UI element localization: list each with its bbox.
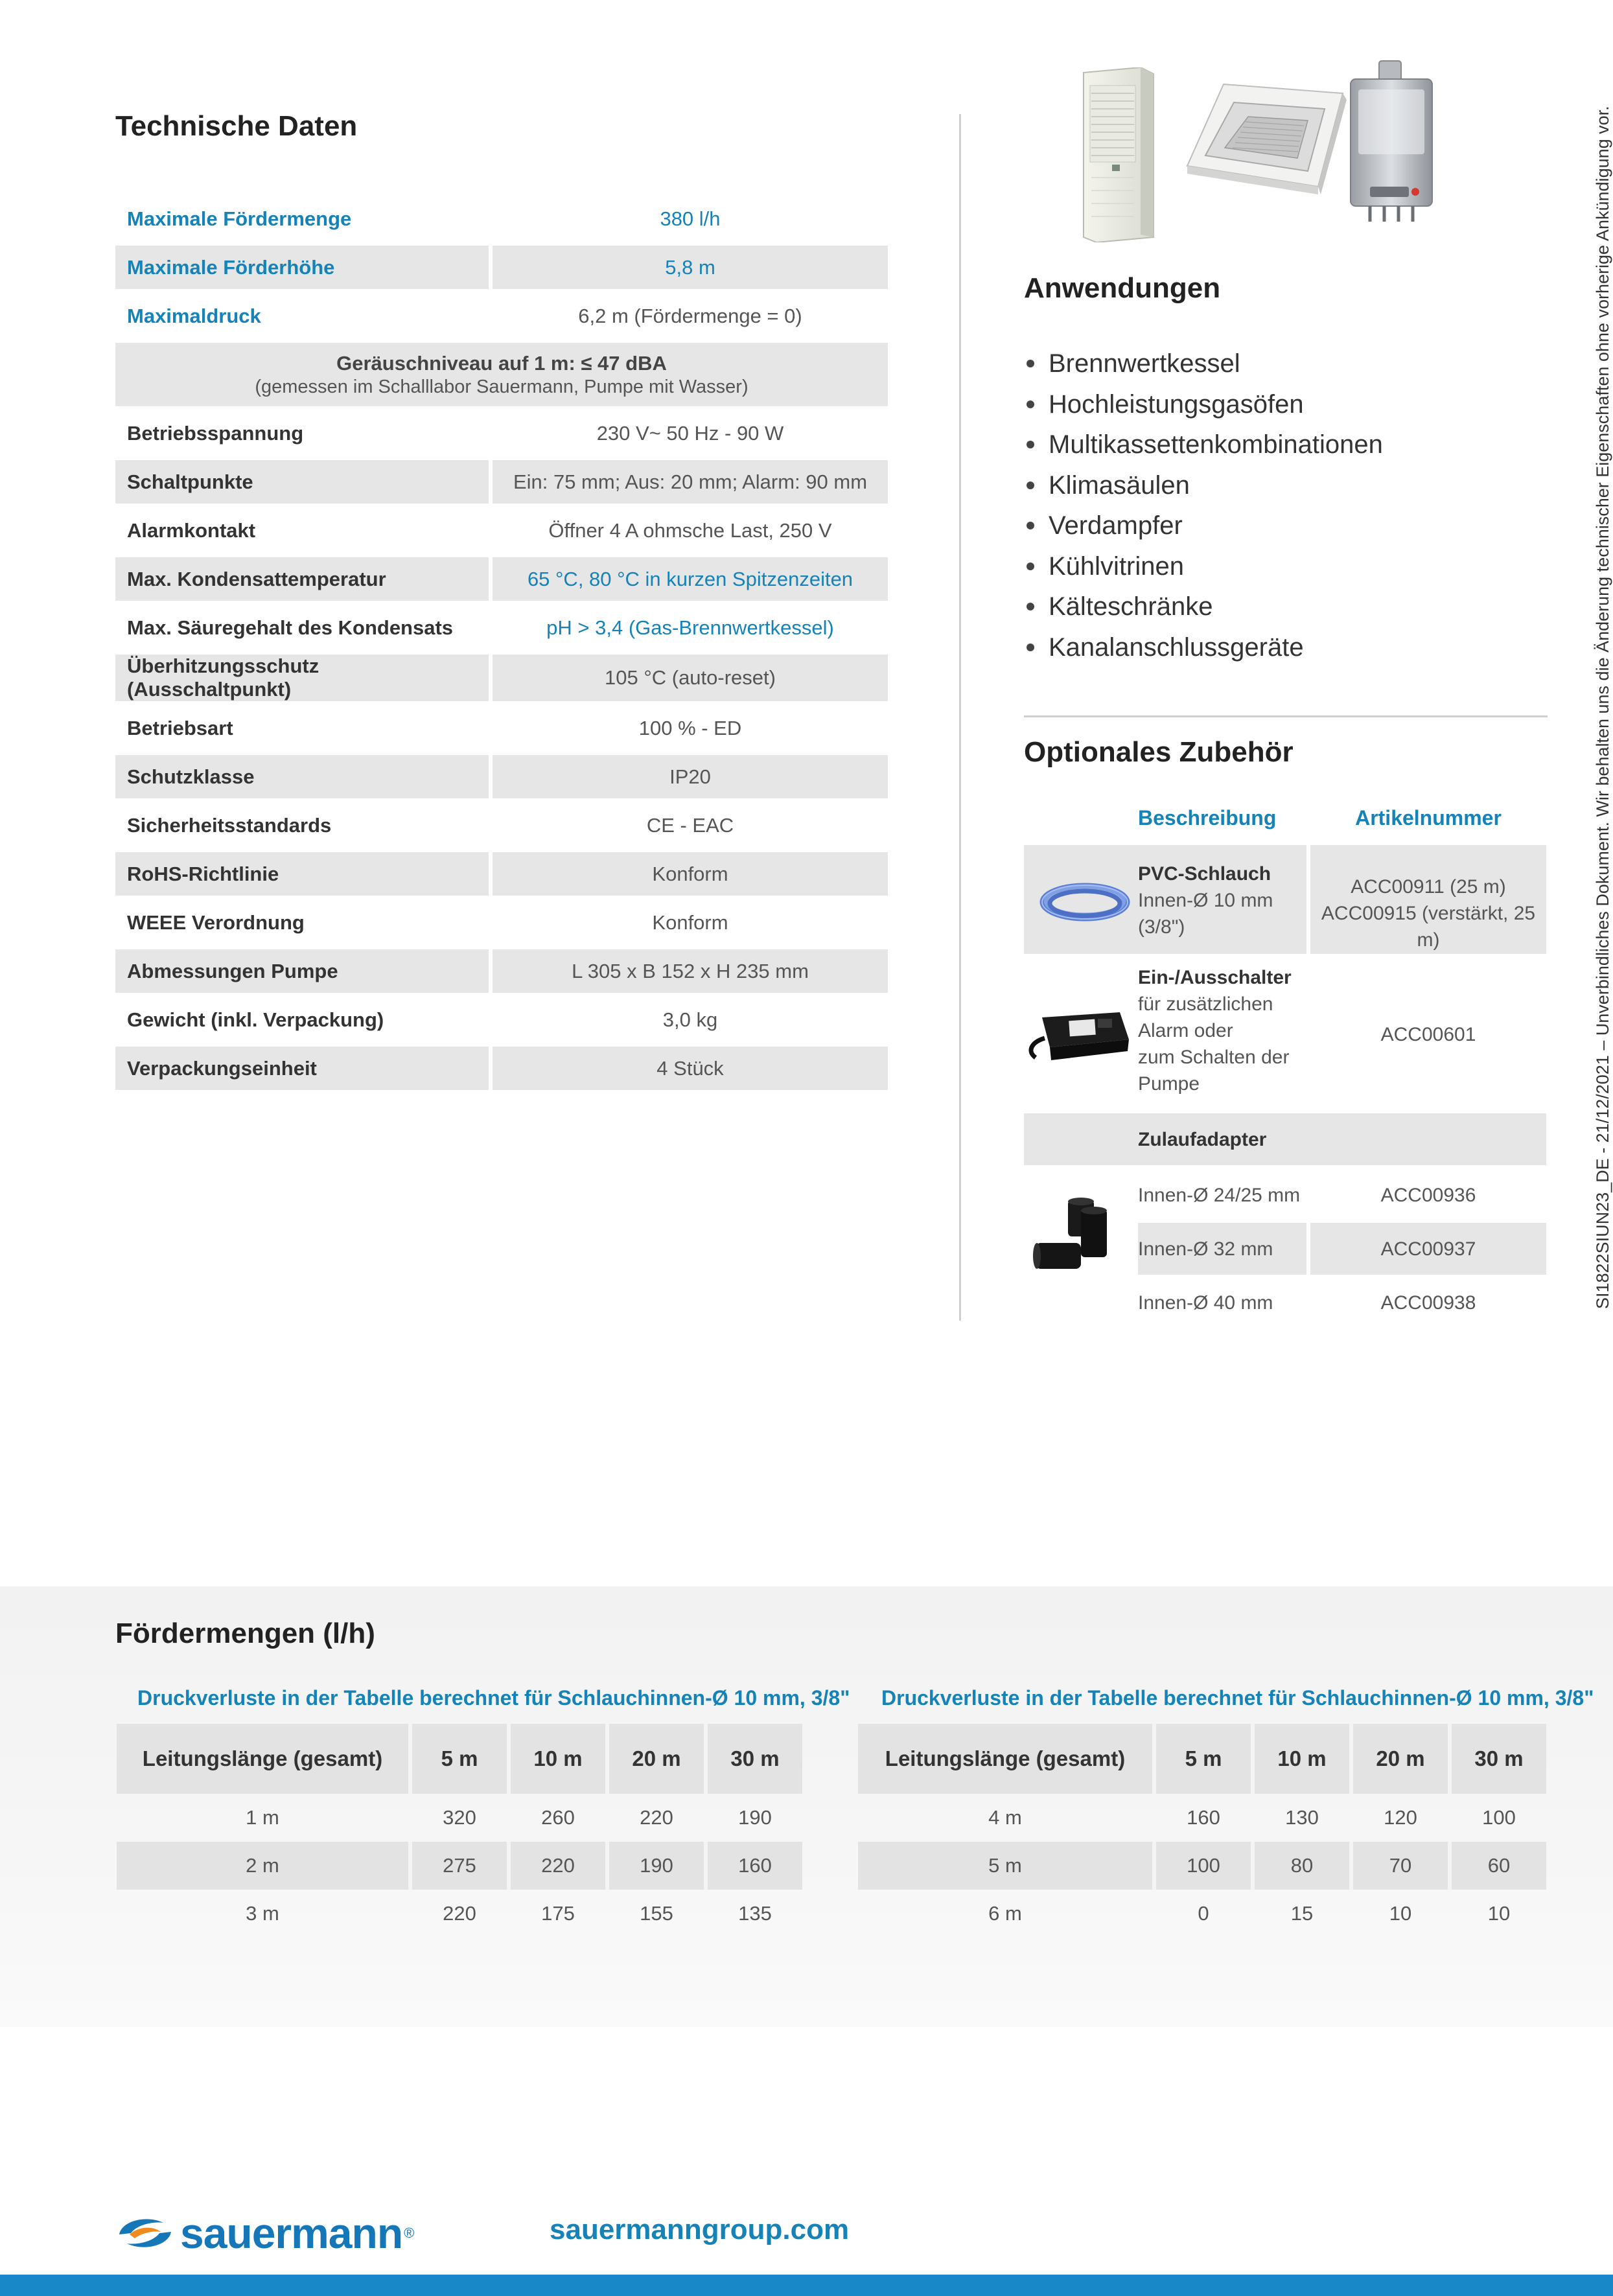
row-label: Verpackungseinheit: [115, 1047, 489, 1090]
row-label: Überhitzungsschutz (Ausschaltpunkt): [115, 655, 489, 701]
column-header: 10 m: [507, 1724, 605, 1794]
bullet-icon: [1027, 400, 1034, 408]
applications-list: [1024, 343, 1383, 667]
row-value: (gemessen im Schalllabor Sauermann, Pumpe mit Wasser): [255, 376, 748, 397]
list-item: [1024, 505, 1383, 546]
accessories-title: Optionales Zubehör: [1024, 736, 1294, 768]
row-label: Schutzklasse: [115, 755, 489, 798]
application-label: Kühlvitrinen: [1049, 551, 1185, 581]
row-label: RoHS-Richtlinie: [115, 852, 489, 896]
row-value: 100 % - ED: [489, 706, 888, 750]
list-item: [1024, 586, 1383, 627]
table-row: [115, 460, 888, 504]
bullet-icon: [1027, 644, 1034, 651]
noise-level-cell: [115, 343, 888, 406]
column-header: 10 m: [1251, 1724, 1349, 1794]
application-label: Kälteschränke: [1049, 592, 1213, 621]
section-divider: [1024, 715, 1548, 717]
column-header: 5 m: [1152, 1724, 1251, 1794]
switch-article-number: ACC00601: [1380, 1024, 1476, 1045]
switch-line: für zusätzlichen: [1138, 993, 1273, 1015]
table-cell: 160: [1187, 1806, 1220, 1829]
table-cell: 100: [1152, 1842, 1251, 1890]
list-item: [1024, 627, 1383, 668]
row-value: 6,2 m (Fördermenge = 0): [489, 294, 888, 338]
row-value: 65 °C, 80 °C in kurzen Spitzenzeiten: [489, 557, 888, 601]
gas-boiler-image: [1344, 60, 1441, 226]
ceiling-cassette-ac-image: [1181, 80, 1353, 197]
table-row: [117, 1794, 802, 1842]
table-cell: 4 m: [988, 1806, 1022, 1829]
table-header-row: [858, 1724, 1546, 1794]
table-cell: 260: [541, 1806, 575, 1829]
adapter-description: Innen-Ø 24/25 mm: [1138, 1185, 1301, 1206]
table-cell: 220: [640, 1806, 673, 1829]
column-divider: [959, 114, 961, 1321]
table-row: [115, 606, 888, 649]
table-cell: 190: [605, 1842, 704, 1890]
table-row: [115, 197, 888, 240]
switch-line: Pumpe: [1138, 1073, 1200, 1095]
adapter-article-number: ACC00936: [1380, 1185, 1476, 1206]
flow-rates-title: Fördermengen (l/h): [115, 1618, 375, 1649]
table-cell: 6 m: [988, 1902, 1022, 1925]
sauermann-logo-mark-icon: [115, 2215, 175, 2251]
table-row: [115, 246, 888, 289]
tech-data-table: [115, 192, 888, 1095]
table-cell: 120: [1384, 1806, 1417, 1829]
column-header: Leitungslänge (gesamt): [858, 1724, 1152, 1794]
bullet-icon: [1027, 441, 1034, 448]
row-value: Konform: [489, 852, 888, 896]
bullet-icon: [1027, 562, 1034, 570]
column-header: 20 m: [605, 1724, 704, 1794]
row-value: CE - EAC: [489, 804, 888, 847]
article-number: ACC00911 (25 m): [1351, 876, 1506, 898]
table-row: [115, 294, 888, 338]
application-label: Brennwertkessel: [1049, 349, 1240, 378]
column-header: Leitungslänge (gesamt): [117, 1724, 408, 1794]
application-label: Kanalanschlussgeräte: [1049, 632, 1304, 662]
table-cell: 275: [408, 1842, 507, 1890]
flow-table-caption-left: Druckverluste in der Tabelle berechnet für Schlauchinnen-Ø 10 mm, 3/8": [137, 1686, 850, 1710]
list-item: [1024, 546, 1383, 587]
website-link[interactable]: sauermanngroup.com: [550, 2214, 850, 2245]
table-row: [115, 998, 888, 1041]
row-value: 4 Stück: [489, 1047, 888, 1090]
row-label: Maximaldruck: [127, 304, 261, 327]
switch-line: zum Schalten der: [1138, 1047, 1290, 1068]
table-cell: 130: [1285, 1806, 1319, 1829]
table-row: [858, 1890, 1546, 1938]
table-row: [115, 804, 888, 847]
table-cell: 70: [1349, 1842, 1448, 1890]
row-label: Max. Kondensattemperatur: [115, 557, 489, 601]
table-cell: 60: [1448, 1842, 1546, 1890]
hose-description: [1138, 861, 1273, 940]
row-value: Konform: [489, 901, 888, 944]
article-number: ACC00915 (verstärkt, 25 m): [1321, 903, 1536, 951]
hose-line: Innen-Ø 10 mm: [1138, 890, 1273, 911]
switch-description: [1138, 964, 1292, 1097]
accessory-row-adapter-header: [1024, 1113, 1546, 1165]
row-label: WEEE Verordnung: [127, 910, 305, 934]
application-label: Verdampfer: [1049, 511, 1183, 540]
table-row: [115, 509, 888, 552]
application-label: Multikassettenkombinationen: [1049, 430, 1383, 459]
row-label: Schaltpunkte: [115, 460, 489, 504]
row-label: Maximale Förderhöhe: [115, 246, 489, 289]
table-row: [115, 706, 888, 750]
inlet-adapter-image: [1032, 1196, 1113, 1279]
switch-line: Alarm oder: [1138, 1020, 1233, 1041]
registered-mark: ®: [404, 2225, 415, 2241]
floor-standing-ac-unit-image: [1078, 67, 1156, 242]
row-value: IP20: [489, 755, 888, 798]
list-item: [1024, 424, 1383, 465]
table-row: [115, 949, 888, 993]
table-row: [115, 343, 888, 406]
adapter-article-number: ACC00937: [1380, 1238, 1476, 1260]
table-row: [115, 557, 888, 601]
table-row: [115, 755, 888, 798]
row-label: Alarmkontakt: [127, 518, 256, 542]
application-label: Klimasäulen: [1049, 470, 1190, 500]
accessory-row-adapter: [1138, 1223, 1546, 1275]
bullet-icon: [1027, 481, 1034, 489]
table-cell: 15: [1290, 1902, 1314, 1925]
row-label: Max. Säuregehalt des Kondensats: [127, 616, 454, 639]
row-label: Betriebsspannung: [127, 421, 304, 445]
table-cell: 3 m: [246, 1902, 279, 1925]
table-cell: 135: [738, 1902, 772, 1925]
table-cell: 320: [443, 1806, 476, 1829]
adapter-article-number: ACC00938: [1380, 1292, 1476, 1314]
row-label: Betriebsart: [127, 716, 233, 739]
accessories-col-description: Beschreibung: [1138, 806, 1277, 829]
row-value: L 305 x B 152 x H 235 mm: [489, 949, 888, 993]
column-header: 20 m: [1349, 1724, 1448, 1794]
pvc-hose-image: [1037, 871, 1131, 933]
flow-rates-table-left: [117, 1724, 802, 1938]
on-off-switch-image: [1024, 1006, 1134, 1068]
hose-name: PVC-Schlauch: [1138, 863, 1271, 885]
table-cell: 1 m: [246, 1806, 279, 1829]
list-item: [1024, 384, 1383, 425]
table-cell: 80: [1251, 1842, 1349, 1890]
applications-title: Anwendungen: [1024, 272, 1221, 304]
adapter-name: Zulaufadapter: [1138, 1129, 1267, 1150]
brand-name: sauermann: [180, 2209, 403, 2257]
table-cell: 220: [443, 1902, 476, 1925]
table-cell: 0: [1198, 1902, 1209, 1925]
row-label: Maximale Fördermenge: [127, 207, 352, 230]
column-header: 5 m: [408, 1724, 507, 1794]
table-row: [117, 1890, 802, 1938]
table-row: [858, 1794, 1546, 1842]
adapter-description: Innen-Ø 40 mm: [1138, 1292, 1273, 1314]
flow-rates-table-right: [858, 1724, 1546, 1938]
table-row: [115, 901, 888, 944]
row-value: 5,8 m: [489, 246, 888, 289]
accessories-col-article-number: Artikelnummer: [1355, 806, 1502, 829]
row-label: Abmessungen Pumpe: [115, 949, 489, 993]
table-cell: 10: [1487, 1902, 1511, 1925]
table-cell: 175: [541, 1902, 575, 1925]
row-label: Gewicht (inkl. Verpackung): [127, 1008, 384, 1031]
table-cell: 220: [507, 1842, 605, 1890]
bullet-icon: [1027, 603, 1034, 610]
list-item: [1024, 465, 1383, 506]
sauermann-logo: [115, 2209, 414, 2258]
table-row: [117, 1842, 802, 1890]
row-value: Öffner 4 A ohmsche Last, 250 V: [489, 509, 888, 552]
flow-table-caption-right: Druckverluste in der Tabelle berechnet für Schlauchinnen-Ø 10 mm, 3/8": [881, 1686, 1594, 1710]
application-label: Hochleistungsgasöfen: [1049, 389, 1304, 419]
document-reference-note: SI1822SIUN23_DE - 21/12/2021 – Unverbindliches Dokument. Wir behalten uns die Änderung technischer Eigenschaften ohne vorherige Ankündigung vor.: [1593, 106, 1612, 1309]
row-value: 105 °C (auto-reset): [489, 655, 888, 701]
hose-line: (3/8"): [1138, 916, 1185, 938]
bullet-icon: [1027, 522, 1034, 529]
row-value: Ein: 75 mm; Aus: 20 mm; Alarm: 90 mm: [489, 460, 888, 504]
row-label: Geräuschniveau auf 1 m: ≤ 47 dBA: [336, 351, 667, 375]
table-cell: 10: [1389, 1902, 1412, 1925]
row-label: Sicherheitsstandards: [127, 813, 332, 837]
switch-name: Ein-/Ausschalter: [1138, 967, 1292, 988]
table-row: [115, 655, 888, 701]
table-row: [115, 852, 888, 896]
column-header: 30 m: [704, 1724, 802, 1794]
row-value: pH > 3,4 (Gas-Brennwertkessel): [489, 606, 888, 649]
adapter-description: Innen-Ø 32 mm: [1138, 1238, 1273, 1260]
table-row: [858, 1842, 1546, 1890]
footer-color-bar: [0, 2275, 1613, 2296]
accessory-row-hose: [1024, 845, 1546, 954]
list-item: [1024, 343, 1383, 384]
accessory-row-switch: [1024, 962, 1546, 1108]
table-header-row: [117, 1724, 802, 1794]
table-cell: 155: [640, 1902, 673, 1925]
table-cell: 190: [738, 1806, 772, 1829]
table-cell: 160: [704, 1842, 802, 1890]
table-cell: 5 m: [858, 1842, 1152, 1890]
accessory-row-adapter: [1024, 1277, 1546, 1328]
table-cell: 100: [1482, 1806, 1516, 1829]
table-row: [115, 1047, 888, 1090]
tech-title: Technische Daten: [115, 110, 358, 142]
table-cell: 2 m: [117, 1842, 408, 1890]
row-value: 3,0 kg: [489, 998, 888, 1041]
hose-article-numbers: [1310, 874, 1546, 953]
table-row: [115, 412, 888, 455]
bullet-icon: [1027, 360, 1034, 367]
column-header: 30 m: [1448, 1724, 1546, 1794]
row-value: 230 V~ 50 Hz - 90 W: [489, 412, 888, 455]
row-value: 380 l/h: [489, 197, 888, 240]
